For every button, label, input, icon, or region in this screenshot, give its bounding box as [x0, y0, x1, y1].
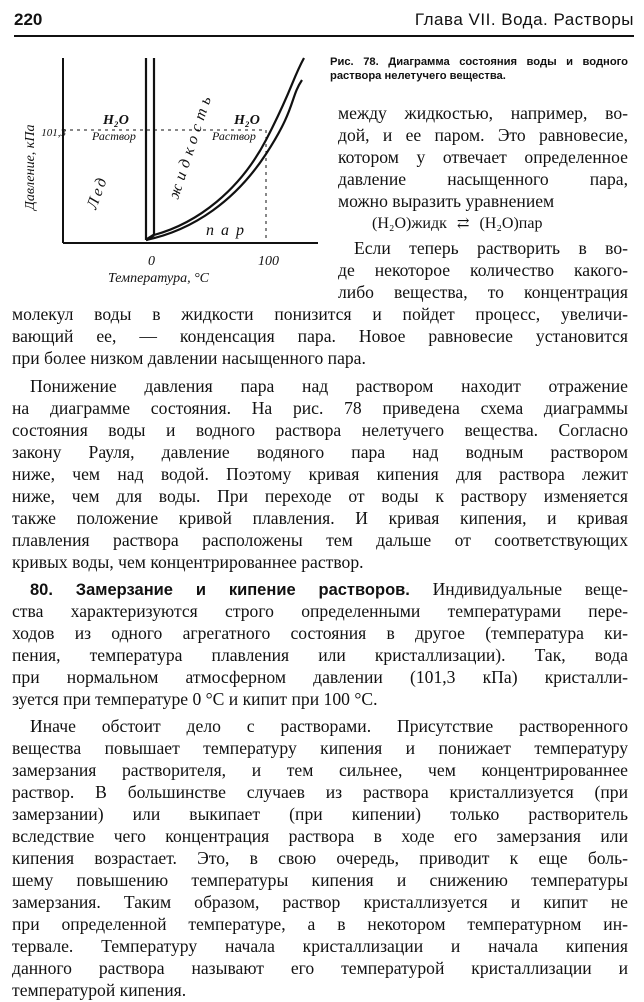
paragraph-line: состояния воды и водного раствора нелетучего вещества. Согласно [12, 420, 628, 440]
section-first-line-rest: Индивидуальные веще- [432, 579, 629, 599]
page-number: 220 [14, 10, 43, 29]
paragraph-line: замерзания растворителя, и тем сильнее, чем концентрированнее [12, 760, 628, 780]
x-axis-label: Температура, °C [108, 271, 210, 286]
column-line: давление насыщенного пара, [338, 169, 628, 189]
header-rule [14, 35, 634, 37]
paragraph-line: Понижение давления пара над раствором находит отражение [30, 376, 628, 396]
figure-caption: Рис. 78. Диаграмма состояния воды и водного раствора нелетучего вещества. [330, 56, 628, 82]
paragraph-line: ниже, чем для воды. При переходе от воды к раствору изменяется [12, 486, 628, 506]
paragraph-line: ниже, чем над водой. Поэтому кривая кипения для раствора лежит [12, 464, 628, 484]
phase-diagram-svg [8, 40, 330, 295]
y-axis-label: Давление, кПа [23, 124, 38, 210]
section-first-line [30, 578, 628, 602]
paragraph-line: температурой кипения. [12, 980, 187, 1000]
paragraph-line: закону Рауля, давление водяного пара над водным раствором [12, 442, 628, 462]
paragraph-line: при определенной температуре, а в некотором температурном ин- [12, 914, 628, 934]
paragraph-line: пения, температура плавления или кристаллизации). Так, вода [12, 645, 628, 665]
paragraph-line: ходов из одного агрегатного состояния в другое (температура ки- [12, 623, 628, 643]
paragraph-line: раствор. В большинстве случаев из раствора кристаллизуется (при [12, 782, 628, 802]
column-line: котором у отвечает определенное [338, 147, 628, 167]
paragraph-line: замерзания. Таким образом, раствор кристаллизуется и кипит не [12, 892, 628, 912]
paragraph-line: на диаграмме состояния. На рис. 78 приведена схема диаграммы [12, 398, 628, 418]
column-line: между жидкостью, например, во- [338, 103, 628, 123]
paragraph-line: при более низком давлении насыщенного пара. [12, 348, 366, 368]
solution-left-label: Раствор [92, 129, 136, 143]
column-line: дой, и ее паром. Это равновесие, [338, 125, 628, 145]
solution-boiling-curve [146, 80, 302, 240]
paragraph-line: плавления раствора расположены тем дальше от соответствующих [12, 530, 628, 550]
paragraph-line: либо вещества, то концентрация [338, 282, 628, 302]
region-liquid-label: жидкость [165, 89, 217, 202]
equilibrium-arrow-icon: ⇄ [456, 216, 470, 232]
solution-right-label: Раствор [212, 129, 256, 143]
paragraph-line: молекул воды в жидкости понизится и пойдет процесс, увеличи- [12, 304, 628, 324]
running-title: Глава VII. Вода. Растворы [414, 10, 634, 29]
water-boiling-curve [154, 58, 304, 235]
section-heading: 80. Замерзание и кипение растворов. [30, 581, 410, 599]
paragraph-line: вследствие чего концентрация раствора в ходе его замерзания или [12, 826, 628, 846]
paragraph-line: данного раствора называют его температурой кристаллизации и [12, 958, 628, 978]
x-tick-100-label: 100 [258, 254, 279, 269]
equation-left: (H₂O)жидк [372, 215, 447, 232]
pressure-tick-label: 101,3 [41, 127, 66, 139]
h2o-left-label: H₂O [103, 113, 129, 128]
paragraph-line: также положение кривой плавления. И кривая кипения, и кривая [12, 508, 628, 528]
x-tick-0-label: 0 [148, 254, 155, 269]
paragraph-line: кипения возрастает. Это, в свою очередь, приводит к еще боль- [12, 848, 628, 868]
equation [372, 214, 542, 233]
paragraph-line: шему повышению температуры кипения и снижению температуры [12, 870, 628, 890]
page-header [14, 10, 634, 34]
region-ice-label: Лед [83, 173, 112, 212]
paragraph-line: кривых воды, чем концентрированнее раствор. [12, 552, 364, 572]
region-vapor-label: пар [206, 222, 251, 239]
h2o-right-label: H₂O [234, 113, 260, 128]
paragraph-line: Иначе обстоит дело с растворами. Присутствие растворенного [30, 716, 628, 736]
paragraph-line: замерзании) или выкипает (при кипении) только растворитель [12, 804, 628, 824]
equation-right: (H₂O)пар [479, 215, 543, 232]
paragraph-line: вещества повышает температуру кипения и понижает температуру [12, 738, 628, 758]
paragraph-line: де некоторое количество какого- [338, 260, 628, 280]
paragraph-line: Если теперь растворить в во- [354, 238, 628, 258]
column-line: можно выразить уравнением [338, 191, 555, 211]
phase-diagram [8, 40, 330, 295]
paragraph-line: ства характеризуются строго определенными температурами пере- [12, 601, 628, 621]
paragraph-line: при нормальном атмосферном давлении (101,3 кПа) кристалли- [12, 667, 628, 687]
paragraph-line: тервале. Температуру начала кристаллизации и начала кипения [12, 936, 628, 956]
paragraph-line: зуется при температуре 0 °С и кипит при 100 °С. [12, 689, 378, 709]
paragraph-line: вающий ее, — конденсация пара. Новое равновесие установится [12, 326, 628, 346]
